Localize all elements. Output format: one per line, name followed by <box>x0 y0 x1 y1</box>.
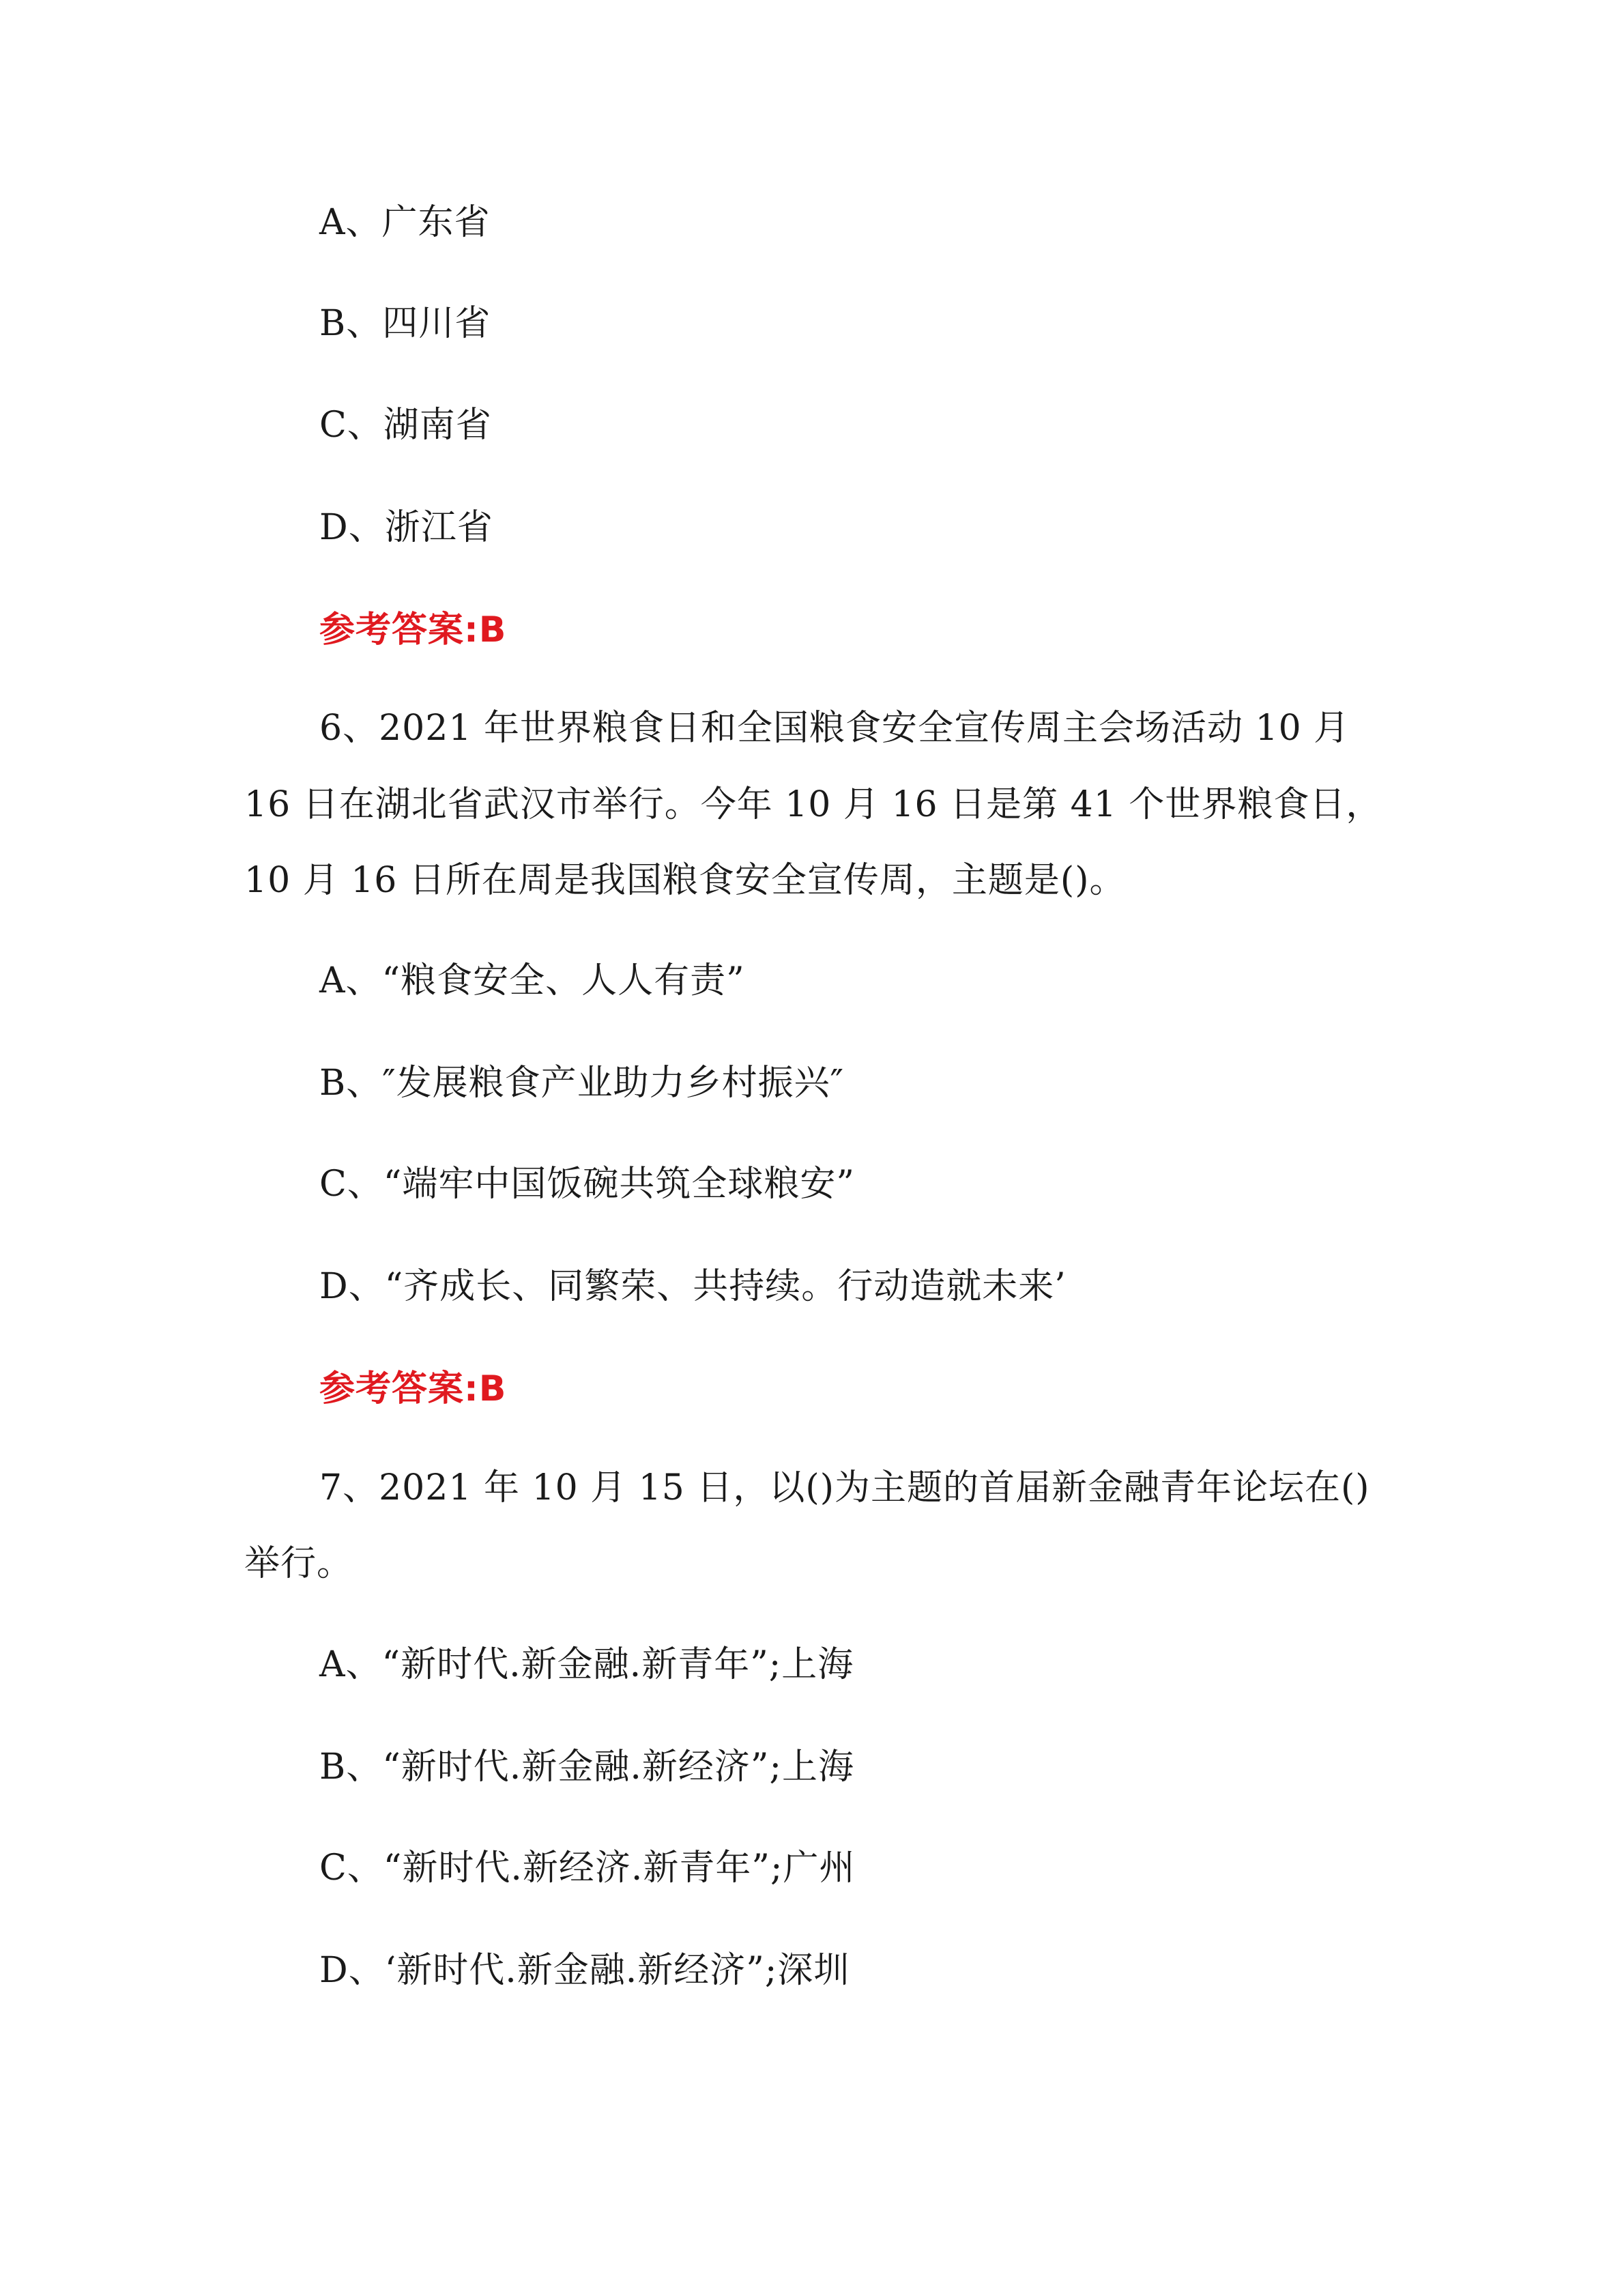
q5-answer: 参考答案:B <box>319 609 507 650</box>
q7-option-a: A、“新时代.新金融.新青年”;上海 <box>319 1644 854 1685</box>
q7-option-b: B、“新时代.新金融.新经济”;上海 <box>319 1747 854 1788</box>
q6-option-d: D、“齐成长、同繁荣、共持续。行动造就未来’ <box>319 1266 1067 1307</box>
q6-option-b: B、″发展粮食产业助力乡村振兴″ <box>319 1063 845 1104</box>
q5-option-a: A、广东省 <box>319 202 491 243</box>
q7-stem-line-2: 举行。 <box>244 1543 353 1584</box>
q5-option-c: C、湖南省 <box>319 405 492 446</box>
q6-option-a: A、“粮食安全、人人有责” <box>319 960 745 1001</box>
q7-option-d: D、‘新时代.新金融.新经济”;深圳 <box>319 1950 850 1991</box>
q7-stem-line-1: 7、2021 年 10 月 15 日，以()为主题的首届新金融青年论坛在() <box>319 1467 1370 1508</box>
q6-option-c: C、“端牢中国饭碗共筑全球粮安” <box>319 1164 855 1205</box>
q6-answer: 参考答案:B <box>319 1368 507 1409</box>
q5-option-d: D、浙江省 <box>319 507 493 548</box>
q6-stem-line-1: 6、2021 年世界粮食日和全国粮食安全宣传周主会场活动 10 月 <box>319 708 1350 749</box>
q7-option-c: C、“新时代.新经济.新青年”;广州 <box>319 1848 856 1889</box>
q5-option-b: B、四川省 <box>319 303 491 344</box>
q6-stem-line-3: 10 月 16 日所在周是我国粮食安全宣传周，主题是()。 <box>244 860 1126 901</box>
q6-stem-line-2: 16 日在湖北省武汉市举行。今年 10 月 16 日是第 41 个世界粮食日， <box>244 784 1382 825</box>
